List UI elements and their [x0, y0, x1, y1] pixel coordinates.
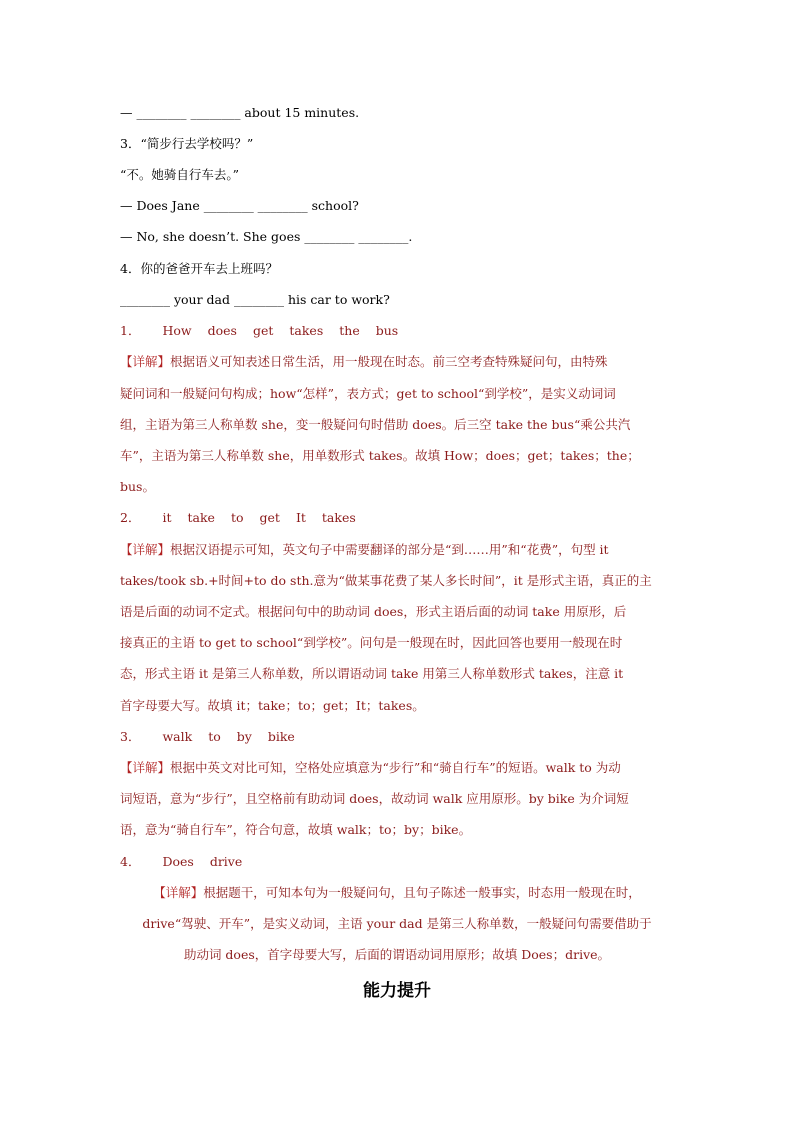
answer-word: How	[162, 323, 192, 338]
answer-word: the	[339, 323, 360, 338]
explanation-line: 态，形式主语 it 是第三人称单数，所以谓语动词 take 用第三人称单数形式 takes，注意 it	[120, 666, 624, 681]
answer-word: walk	[162, 729, 193, 744]
answer-line-1	[120, 323, 680, 339]
explanation-tag: 【详解】	[120, 542, 171, 557]
explanation-tag: 【详解】	[120, 760, 171, 775]
answer-number: 4．	[120, 854, 141, 869]
explanation-line: 词短语，意为“步行”，且空格前有助动词 does，故动词 walk 应用原形。by bike 为介词短	[120, 791, 629, 806]
explanation-line: 【详解】根据语义可知表述日常生活，用一般现在时态。前三空考查特殊疑问句，由特殊	[120, 354, 608, 369]
answer-number: 1．	[120, 323, 141, 338]
explanation-line: 组，主语为第三人称单数 she，变一般疑问句时借助 does。后三空 take the bus“乘公共汽	[120, 417, 631, 432]
answer-word: get	[252, 323, 274, 338]
question-line: 4．你的爸爸开车去上班吗？	[120, 261, 278, 276]
answer-word: takes	[321, 510, 356, 525]
explanation-line: takes/took sb.+时间+to do sth.意为“做某事花费了某人多长时间”，it 是形式主语，真正的主	[120, 573, 652, 588]
answer-word: takes	[289, 323, 324, 338]
explanation-line: 【详解】根据题干，可知本句为一般疑问句，且句子陈述一般事实，时态用一般现在时，	[153, 885, 641, 900]
explanation-line: 【详解】根据汉语提示可知，英文句子中需要翻译的部分是“到……用”和“花费”，句型 it	[120, 542, 609, 557]
explanation-tag: 【详解】	[153, 885, 204, 900]
answer-word: it	[162, 510, 172, 525]
explanation-line: 车”，主语为第三人称单数 she，用单数形式 takes。故填 How；does；get；takes；the；	[120, 448, 640, 463]
explanation-line: 接真正的主语 to get to school“到学校”。问句是一般现在时，因此回答也要用一般现在时	[120, 635, 623, 650]
section-heading: 能力提升	[363, 981, 431, 1001]
answer-number: 3．	[120, 729, 141, 744]
answer-word: take	[187, 510, 215, 525]
answer-word: bike	[267, 729, 295, 744]
question-line: ________ your dad ________ his car to work?	[120, 292, 390, 307]
explanation-line: 首字母要大写。故填 it；take；to；get；It；takes。	[120, 698, 425, 713]
explanation-line: bus。	[120, 479, 155, 494]
question-line: “不。她骑自行车去。”	[120, 167, 240, 182]
answer-word: get	[259, 510, 280, 525]
answer-word: does	[207, 323, 237, 338]
question-line: — Does Jane ________ ________ school?	[120, 198, 359, 213]
question-line: — ________ ________ about 15 minutes.	[120, 105, 360, 120]
answer-word: to	[208, 729, 221, 744]
answer-word: bus	[375, 323, 399, 338]
explanation-line: drive“驾驶、开车”，是实义动词，主语 your dad 是第三人称单数，一般疑问句需要借助于	[142, 916, 652, 931]
explanation-line: 语，意为“骑自行车”，符合句意，故填 walk；to；by；bike。	[120, 822, 472, 837]
answer-line-4	[120, 854, 680, 870]
explanation-line: 助动词 does，首字母要大写，后面的谓语动词用原形；故填 Does；drive。	[183, 947, 611, 962]
explanation-tag: 【详解】	[120, 354, 171, 369]
explanation-line: 【详解】根据中英文对比可知，空格处应填意为“步行”和“骑自行车”的短语。walk to 为动	[120, 760, 621, 775]
explanation-line: 语是后面的动词不定式。根据问句中的助动词 does，形式主语后面的动词 take 用原形，后	[120, 604, 627, 619]
answer-word: by	[236, 729, 252, 744]
question-line: — No, she doesn’t. She goes ________ ________.	[120, 229, 413, 244]
answer-line-2	[120, 510, 680, 526]
answer-word: drive	[209, 854, 243, 869]
answer-word: It	[295, 510, 306, 525]
question-line: 3．“简步行去学校吗？”	[120, 136, 254, 151]
explanation-line: 疑问词和一般疑问句构成；how“怎样”，表方式；get to school“到学校”，是实义动词词	[120, 386, 616, 401]
answer-number: 2．	[120, 510, 141, 525]
answer-word: Does	[162, 854, 194, 869]
answer-line-3	[120, 729, 680, 745]
answer-word: to	[230, 510, 244, 525]
